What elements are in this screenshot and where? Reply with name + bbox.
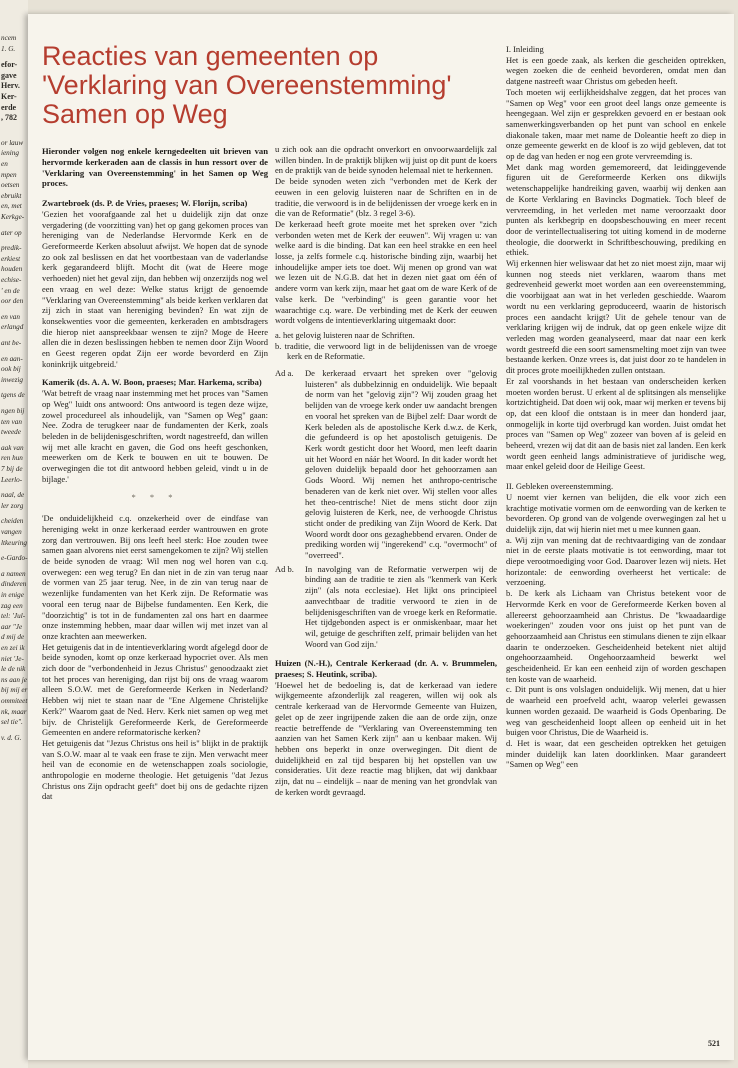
edge-text-fragment: ant be- [1,339,22,347]
zwartebroek-heading: Zwartebroek (ds. P. de Vries, praeses; W. Florijn, scriba) [42,198,248,209]
column-1 [42,146,268,802]
edge-text-fragment: e-Gardo- [1,554,28,563]
edge-text-fragment: efor- [1,60,18,70]
edge-text-fragment: Herv. [1,81,20,91]
column-3 [506,44,726,770]
title-line-1: Reacties van gemeenten op [42,41,379,71]
ad-b-text: In navolging van de Reformatie verwerpen wij de binding aan de traditie te zien als "kenmerk van Kerk zijn" (als nota ecclesiae). Het lijkt ons principieel aanvechtbaar de traditie verwoord te zien in de belijdenisgeschriften van de vroege kerk en Reformatie. Het tijdgebonden aspect is er onmiskenbaar, maar het wil, getuige de geschriften zelf, primair belijden van het Woord van God zijn.' [305,563,497,649]
edge-text-fragment: erde [1,102,17,112]
article-title [42,42,502,129]
section-2-item-b: b. De kerk als Lichaam van Christus betekent voor de Hervormde Kerk en voor de Gereformeerde Kerken boven al allereerst gehoorzaamheid aan Christus. De "kwaadaardige woekeringen" zouden voor ons juist op het punt van de gehoorzaamheid aan Christus een stimulans dienen te zijn elkaar daarin te onderzoeken. Gescheidenheid betekent niet altijd ongehoorzaamheid. Ongehoorzaamheid bewerkt wel gescheidenheid. Er kan een eenheid zijn of worden geschapen ten koste van de waarheid. [506,588,726,684]
edge-text-fragment: oor den [1,297,24,306]
binding-list [275,330,497,362]
edge-text-fragment: niet 'Je- [1,654,24,663]
edge-text-fragment: tgens de [1,391,25,400]
magazine-page [28,14,734,1060]
section-2-item-a: a. Wij zijn van mening dat de rechtvaardiging van de zondaar niet in de eerste plaats motivatie is tot eenwording, maar tot diepe verootmoediging voor God. Daarover lezen wij niets. Het horizontale: de eenwording overheerst het verticale: de verzoening. [506,534,726,588]
huizen-heading: Huizen (N.-H.), Centrale Kerkeraad (dr. A. v. Brummelen, praeses; S. Heutink, scriba). [275,658,497,680]
title-line-3: Samen op Weg [42,99,228,129]
col2-para-2: De beide synoden weten zich "verbonden met de Kerk der eeuwen in een gelovig luisteren naar de Schriften en in de traditie, die verwoord is in de belijdenissen der vroege kerk en in die van de Reformatie" (blz. 3 regel 3-6). [275,176,497,219]
kamerik-body-3: Het getuigenis dat "Jezus Christus ons heil is" blijkt in de praktijk van S.O.W. maar al te vaak een frase te zijn. Men verwacht meer heil van de economie en de wetenschappen zoals sociologie, anthropologie en moderne theologie. Het getuigenis "dat Jezus Christus ons Zijn opdracht geeft" doet bij ons de gedachte rijzen dat [42,737,268,802]
section-2-heading: II. Gebleken overeenstemming. [506,481,614,492]
edge-text-fragment: naal, de [1,491,25,500]
edge-text-fragment: ncem [1,34,17,42]
edge-text-fragment: nk, maar [1,707,27,716]
edge-text-fragment: v. d. G. [1,733,22,742]
edge-text-fragment: en van [1,312,20,321]
kamerik-text: 'Wat betreft de vraag naar instemming met het proces van "Samen op Weg" luidt ons antwoord: Ons antwoord is tegen deze wijze, zowel procedureel als inhoudelijk, van "Samen op Weg" gaan: Nee. Zodra de terugkeer naar de fundamenten der Kerk, zoals beleden in de belijdenisgeschriften, wordt nagestreefd, dan willen wij met alle kracht en gaven, die God ons heeft geschonken, meewerken om de Kerk te bouwen en uit te bouwen. De overwegingen die tot dit antwoord hebben geleid, vindt u in de bijlage.' [42,388,268,484]
col2-para-3: De kerkeraad heeft grote moeite met het spreken over "zich verbonden weten met de Kerk der eeuwen". Wij vragen u: van welke aard is die binding. Dat kan een heel strakke en een heel losse, ja zelfs formele c.q. historische binding zijn, waarbij het inhoudelijke amper iets toe doet. Wij menen op grond van wat we lezen uit de N.G.B. dat het in dezen niet gaat om één of andere vorm van kerk zijn, maar het gaat om de ware Kerk of de valse kerk. De "verbinding" is geen garantie voor het waarachtige c.q. ware. De verbinding met de Kerk der eeuwen wordt volgens de intentieverklaring uitgemaakt door: [275,218,497,326]
column-2 [275,144,497,797]
edge-text-fragment: or lauw [1,138,24,147]
edge-text-fragment: Leerlo- [1,475,23,484]
edge-text-fragment: ebruikt [1,191,22,200]
edge-text-fragment: en, met [1,202,22,211]
edge-text-fragment: ten van [1,417,22,426]
edge-text-fragment: ns aan je [1,675,27,684]
section-2-item-d: d. Het is waar, dat een gescheiden optrekken het getuigen minder duidelijk kan laten doorklinken. Maar garandeert "Samen op Weg" een [506,738,726,770]
edge-text-fragment: dinderen [1,580,27,589]
edge-text-fragment: , 782 [1,113,17,123]
col3-para-1: Het is een goede zaak, als kerken die gescheiden optrekken, wegen zoeken die de eenheid bevorderen, omdat men dan datgene nastreeft waar Christus om gebeden heeft. [506,54,726,87]
edge-text-fragment: in enige [1,591,24,599]
edge-text-fragment: ater op [1,228,22,237]
page-number: 521 [708,1039,720,1048]
col3-para-4: Wij erkennen hier weliswaar dat het zo niet moest zijn, maar wij kunnen nog steeds niet verklaren, waarom thans met gedrevenheid gewerkt moet worden aan een overeenstemming, die voorbijgaat aan wat in het verleden geschiedde. Waarom wordt nu een verklaring geproduceerd, waarin de historisch proces een aandacht krijgt? Uit de gehele tenour van de verklaring krijgen wij de indruk, dat op geen enkele wijze dit verleden mag worden geanalyseerd, maar dat naar een kerk wordt gestreefd die een soort samensmelting moet zijn van twee bestaande kerken. Onze vrees is, dat juist door zo te handelen in dit proces grote moeilijkheden zullen ontstaan. [506,258,726,376]
edge-text-fragment: d mij de [1,633,25,642]
edge-text-fragment: ook bij [1,365,21,374]
kamerik-body-2: Het getuigenis dat in de intentieverklaring wordt afgelegd door de beide synoden, komt op onze kerkeraad hypocriet over. Als men zich door de "verbondenheid in Jezus Christus" genoodzaakt ziet tot het proces van hereniging, dan rijst bij ons de vraag waarom alleen S.O.W. met de Gereformeerde Kerken in Nederland? Hebben wij niet te staan naar de "Ene Algemene Christelijke Kerk?" Waarom gaat de Ned. Herv. Kerk niet samen op weg met bijv. de Christelijk Gereformeerde Kerk, de Gereformeerde Gemeenten en andere reformatorische kerken? [42,641,268,738]
edge-text-fragment: houden [1,265,23,274]
inleiding-heading: I. Inleiding [506,44,544,54]
kamerik-heading: Kamerik (ds. A. A. W. Boon, praeses; Mar. Harkema, scriba) [42,377,262,388]
ad-b-label: Ad b. [275,563,294,574]
edge-text-fragment: en aan- [1,354,23,363]
title-line-2: 'Verklaring van Overeenstemming' [42,70,452,100]
edge-text-fragment: 1. G. [1,44,16,53]
ad-b-block [275,564,497,650]
ad-a-text: De kerkeraad ervaart het spreken over "gelovig luisteren" als dubbelzinnig en onduidelijk. Wie bepaalt de norm van het "gelovig zijn"? Wij zouden graag het belijden van de vroege kerk onder uw aandacht brengen en vooral het spreken van de Bijbel zelf: Daar wordt de Kerk beleden als de apostolische Kerk d.w.z. de Kerk, die gefundeerd is op het apostolisch getuigenis. De Kerk wordt gesticht door het Woord, men leeft daarin uit het Woord en náár het Woord. In dit kader wordt het geloven duidelijk bepaald door het gehoorzamen aan Gods Woord. Wij nemen het anthropo-centrische benaderen van de kerk niet over. Wij stellen voor alles het theo-centrische! Niet de mens sticht door zijn gelovig luisteren de Kerk, nee, de verhoogde Christus sticht onder de prediking van Zijn Woord de Kerk. Dat Woord wordt door ons gezaghebbend ervaren. Onder de prediking worden wij "ingerekend" c.q. "overmocht" of "overreed". [305,368,497,561]
edge-text-fragment: gave [1,70,17,80]
edge-text-fragment: en zei ik [1,644,25,652]
kamerik-body-1: 'De onduidelijkheid c.q. onzekerheid over de eindfase van hereniging wekt in onze kerkeraad eerder wantrouwen en grote zorg dan vertrouwen. Bij ons leeft heel sterk: Hoe zouden twee samen gaan alvorens niet eerst samengekomen te zijn? Wij stellen de beide synoden de vraag: Wil men nog wel horen van c.q. overwegen: een weg terug? En dan niet in de zin van terug naar de vormen van 25 jaar terug. Nee, in de zin van terug naar de wezenlijke fundamenten van het Kerk zijn. De Reformatie was vooral een terug naar de Bijbelse fundamenten. Een Kerk, die "doorzichtig" is tot in de fundamenten zal ons hart en daarmee onze instemming hebben, maar daar willen wij met inzet van al onze krachten aan meewerken. [42,513,268,641]
edge-text-fragment: iening [1,149,19,158]
edge-text-fragment: le de nik [1,665,26,674]
col2-para-1: u zich ook aan die opdracht onverkort en onvoorwaardelijk zal willen binden. In de praktijk blijken wij juist op dit punt de koers en de praktijk van de beide synoden helemaal niet te herkennen. [275,144,497,176]
edge-text-fragment: erlangd [1,323,24,332]
col3-para-3: Met dank mag worden gememoreerd, dat leidinggevende figuren uit de Gereformeerde Kerken ons dikwijls wetenschappelijke handreiking gaven, waarbij wij denken aan de Korte Verklaring en Bavincks Dogmatiek. Toch bleef de vervreemding, in het verleden met name veroorzaakt door punten als kerkbegrip en doopsbeschouwing en meer recent door de verintellectualisering tot uiting komend in de moderne theologie, die doorwerkt in Schriftbeschouwing, prediking en ethiek. [506,161,726,258]
section-divider-stars: * * * [131,492,179,503]
section-2-para: U noemt vier kernen van belijden, die elk voor zich een krachtige motivatie vormen om de eenwording van de kerken te bevorderen. Op grond van de volgende overwegingen zal het u duidelijk zijn, dat wij hierin niet met u mee kunnen gaan. [506,491,726,534]
edge-text-fragment: mpen [1,170,17,179]
col3-para-2: Toch moeten wij eerlijkheidshalve zeggen, dat het proces van "Samen op Weg" voor een groot deel langs onze gemeente is heengegaan. Wel zijn er gesprekken gevoerd en er bestaan ook samenwerkingsverbanden op het punt van school en enkele diakonale taken, maar met name de Doleantie heeft zo diep in onze gemeente gewerkt en de kloof is zo wijd gebleven, dat tot op de dag van heden er nog een grote vervreemding is. [506,86,726,162]
edge-text-fragment: ngen bij [1,407,25,415]
edge-text-fragment: Ker- [1,92,17,101]
edge-text-fragment: ren hun [1,454,23,463]
edge-text-fragment: erkiest [1,254,21,263]
edge-text-fragment: en [1,160,8,168]
previous-page-edge [0,0,28,1068]
edge-text-fragment: bij mij er [1,686,28,695]
edge-text-fragment: ler zorg [1,501,24,510]
edge-text-fragment: ' en de [1,286,20,295]
edge-text-fragment: sel tie". [1,718,23,727]
edge-text-fragment: zag een [1,601,23,610]
edge-text-fragment: Kerkge- [1,213,25,221]
ad-a-block [275,368,497,561]
edge-text-fragment: oetsen [1,181,20,190]
edge-text-fragment: ommiteet [1,697,28,705]
edge-text-fragment: aak van [1,443,24,452]
list-item: a. het gelovig luisteren naar de Schriften. [275,329,415,340]
edge-text-fragment: predik- [1,244,22,253]
edge-text-fragment: echise- [1,276,22,284]
zwartebroek-text: 'Gezien het voorafgaande zal het u duidelijk zijn dat onze vergadering (de voorzitting van) het op gang gekomen proces van hereniging van de Nederlandse Hervormde Kerk en de Gereformeerde Kerken absoluut afwijst. We hopen dat de synode zo ook zal beslissen en dat het voortbestaan van de vaderlandse kerk gegarandeerd blijft. Mocht dit (wat de Heere moge verhoeden) niet het geval zijn, dan hebben wij onzerzijds nog wel een vraag en wel deze: Welke status krijgt de genoemde "Verklaring van Overeenstemming" als beide kerken verklaren dat zij zich in staat van hereniging bevinden? En wat zijn de konsekwenties voor die gemeenten, kerkeraden en ambtsdragers die hierop niet aanspreekbaar wensen te zijn? Moge de Heere allen die in dezen beslissingen hebben te nemen door Zijn Woord en Geest regeren opdat Zijn eer worde bevorderd en Zijn koninkrijk uitgebreid.' [42,208,268,369]
edge-text-fragment: cheiden [1,517,24,526]
edge-text-fragment: tweede [1,428,21,437]
edge-text-fragment: vangen [1,528,22,536]
huizen-text: 'Hoewel het de bedoeling is, dat de kerkeraad van iedere wijkgemeente afzonderlijk zal reageren, willen wij ook als centrale kerkeraad van de Hervormde Gemeente van Huizen, gelet op de zeer ingrijpende zaken die aan de orde zijn, onze reactie betreffende de "Verklaring van Overeenstemming ten aanzien van het Samen Kerk zijn" aan u kenbaar maken. Wij hebben ons beperkt in onze overwegingen. Dit dient de duidelijkheid en zal tijd besparen bij het opstellen van uw consideraties. Uit deze reactie mag blijken, dat wij dankbaar zijn, dat nu – eindelijk – naar de mening van het grondvlak van de kerken wordt gevraagd. [275,679,497,797]
section-2-item-c: c. Dit punt is ons volslagen onduidelijk. Wij menen, dat u hier de waarheid een proefveld acht, waarop velerlei gewassen kunnen worden gezaaid. De waarheid is Gods Openbaring. De weg van gescheidenheid loopt alleen op eenheid uit in het buigen voor Christus, Die de Waarheid is. [506,684,726,738]
col3-para-5: Er zal voorshands in het bestaan van onderscheiden kerken moeten worden berust. U erkent al de splitsingen als menselijke kortzichtigheid. Dat doen wij ook, maar wij merken er tevens bij op, dat een kloof die ontstaan is in meer dan honderd jaar, onmogelijk in korte tijd overbrugd kan worden. Juist omdat het proces van "Samen op Weg" zozeer van boven af is geleid en beheerd, vrezen wij dat dit aan de basis niet zal landen. Een kerk wordt geen eenheid langs administratieve of juridische weg, maar enkel geleid door de Heilige Geest. [506,375,726,472]
edge-text-fragment: a namen [1,569,26,578]
edge-text-fragment: aar "Je [1,622,23,631]
article-intro: Hieronder volgen nog enkele kerngedeelten uit brieven van hervormde kerkeraden aan de classis in hun ressort over de 'Verklaring van Overeenstemming' in het Samen op Weg proces. [42,146,268,189]
edge-text-fragment: inwezig [1,375,23,384]
edge-text-fragment: ltkeuring [1,538,27,547]
edge-text-fragment: tel: 'Jul- [1,612,26,621]
ad-a-label: Ad a. [275,368,294,379]
edge-text-fragment: 7 bij de [1,465,23,473]
list-item: b. traditie, die verwoord ligt in de belijdenissen van de vroege kerk en de Reformatie. [275,340,497,362]
